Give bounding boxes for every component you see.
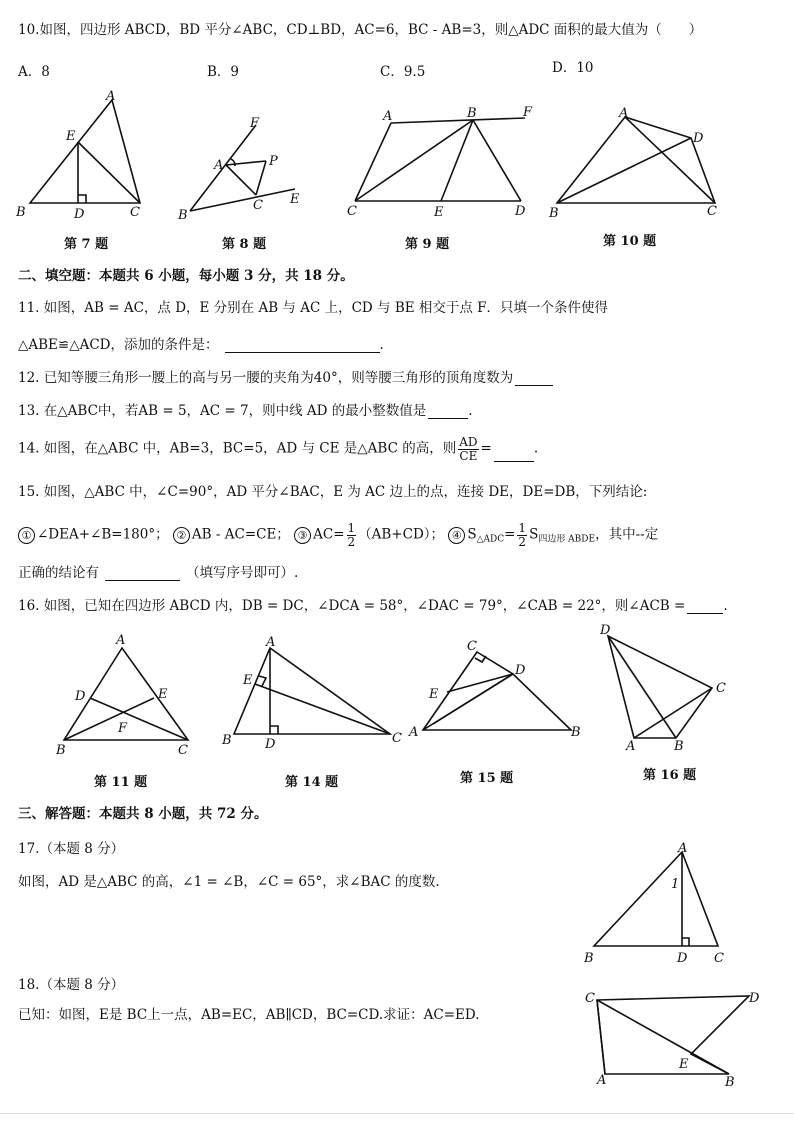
- triangle-abc-lines: [594, 852, 718, 946]
- right-angle-mark: [78, 195, 86, 203]
- fig8-label-p: P: [269, 154, 278, 169]
- fig8-label-e: E: [290, 192, 300, 207]
- q16-answer-blank[interactable]: [687, 599, 723, 614]
- q12: [18, 370, 553, 386]
- q15-c3-post: （AB+CD）；: [358, 526, 445, 543]
- fig11-label-f: F: [118, 721, 128, 736]
- segment-ap: [226, 161, 266, 165]
- q15-c4-s2: S: [529, 526, 539, 543]
- fig18-label-b: B: [725, 1075, 735, 1090]
- fig11-label-b: B: [56, 743, 66, 758]
- segment-af: [391, 118, 525, 123]
- fig7-label-a: A: [106, 89, 116, 104]
- diagonal-ac: [625, 117, 715, 203]
- q16-text: 16. 如图，已知在四边形 ABCD 内，DB = DC，∠DCA = 58°，∠DAC = 79°，∠CAB = 22°，则∠ACB =: [18, 598, 686, 614]
- q15-line2: [18, 522, 658, 548]
- q13-end: .: [468, 403, 473, 419]
- q14: [18, 436, 538, 462]
- q11-line2-text: △ABE≌△ACD，添加的条件是：: [18, 337, 219, 353]
- fig10-label-d: D: [693, 131, 704, 146]
- fig9-label-c: C: [347, 204, 357, 219]
- q11-answer-blank[interactable]: [225, 338, 380, 353]
- q13: [18, 403, 473, 419]
- fig18-label-d: D: [749, 991, 760, 1006]
- fig9-label-a: A: [383, 109, 393, 124]
- fig17-label-d: D: [677, 951, 688, 966]
- q14-end: .: [533, 440, 539, 457]
- fig14-label-c: C: [392, 731, 402, 746]
- fig16-label-c: C: [716, 681, 726, 696]
- fig8-label-c: C: [253, 198, 263, 213]
- figure-7: [10, 88, 170, 223]
- q15-c1-number: ①: [18, 527, 35, 544]
- q10-option-a: A．8: [18, 64, 50, 80]
- q10-stem: 10.如图，四边形 ABCD，BD 平分∠ABC，CD⊥BD，AC=6，BC - AB=3，则△ADC 面积的最大值为（ ）: [18, 22, 703, 38]
- fig10-label-b: B: [549, 206, 559, 220]
- q11-end: .: [379, 337, 384, 353]
- fig7-label-c: C: [130, 205, 140, 220]
- segment-bd: [473, 120, 521, 201]
- q13-answer-blank[interactable]: [428, 404, 468, 419]
- fig10-label-c: C: [707, 204, 717, 219]
- q15-c2: AB - AC=CE；: [191, 526, 290, 543]
- fig16-label-a: A: [626, 739, 636, 754]
- q15-c4-number: ④: [448, 527, 465, 544]
- q11-line1: 11. 如图，AB = AC，点 D，E 分别在 AB 与 AC 上，CD 与 BE 相交于点 F．只填一个条件使得: [18, 300, 609, 316]
- fig17-label-a: A: [678, 841, 688, 856]
- section-3-heading: 三、解答题：本题共 8 小题，共 72 分。: [18, 806, 268, 822]
- q17-head: 17.（本题 8 分）: [18, 841, 125, 857]
- q14-text: 14. 如图，在△ABC 中，AB=3，BC=5，AD 与 CE 是△ABC 的高，则: [18, 440, 457, 457]
- q14-eq: =: [480, 440, 492, 457]
- fig9-label-b: B: [467, 106, 477, 121]
- q18-text: 已知：如图，E是 BC上一点，AB=EC，AB∥CD，BC=CD.求证：AC=ED.: [18, 1007, 480, 1023]
- diagonal-db: [608, 636, 676, 738]
- ray-be: [190, 189, 295, 211]
- fig7-label-d: D: [74, 207, 85, 222]
- right-angle-mark-e: [259, 676, 266, 686]
- segment-ac: [597, 1000, 605, 1074]
- fig14-label-e: E: [243, 673, 253, 688]
- q18-head: 18.（本题 8 分）: [18, 977, 125, 993]
- fig15-label-d: D: [515, 663, 526, 678]
- fig9-label-e: E: [434, 205, 444, 220]
- fig9-label-f: F: [523, 105, 533, 120]
- fig9-label-d: D: [515, 204, 526, 219]
- fig14-label-d: D: [265, 737, 276, 752]
- figure-14: [218, 630, 418, 755]
- q11-line2: [18, 337, 384, 353]
- page-bottom-rule: [0, 1113, 794, 1114]
- fig11-label-a: A: [116, 633, 126, 648]
- fig11-label-e: E: [158, 687, 168, 702]
- segment-bc: [355, 120, 473, 201]
- fig15-label-a: A: [409, 725, 419, 740]
- q13-text: 13. 在△ABC中，若AB = 5，AC = 7，则中线 AD 的最小整数值是: [18, 403, 427, 419]
- figure-17: [578, 838, 728, 968]
- q15-line3-pre: 正确的结论有: [18, 565, 99, 581]
- q15-c3-pre: AC=: [313, 526, 345, 543]
- q15-answer-blank[interactable]: [105, 566, 180, 581]
- diagonal-bd: [557, 138, 691, 203]
- q14-fraction: [458, 436, 478, 462]
- caption-figure-16: 第 16 题: [643, 768, 697, 783]
- caption-figure-10: 第 10 题: [603, 234, 657, 249]
- q15-c3-number: ③: [294, 527, 311, 544]
- q10-option-d: D．10: [552, 60, 594, 76]
- q17-text: 如图，AD 是△ABC 的高，∠1 = ∠B，∠C = 65°，求∠BAC 的度数.: [18, 874, 440, 890]
- q15-c4-eq: =: [504, 526, 516, 543]
- q12-text: 12. 已知等腰三角形一腰上的高与另一腰的夹角为40°，则等腰三角形的顶角度数为: [18, 370, 514, 386]
- fig17-label-angle-1: 1: [671, 877, 680, 892]
- quadrilateral-dcba: [608, 636, 712, 738]
- figure-18-outline: [597, 996, 749, 1074]
- segment-pc: [256, 161, 266, 195]
- q15-c3-frac-den: 2: [347, 534, 356, 549]
- fig7-label-e: E: [66, 129, 76, 144]
- q15-c3-fraction: [347, 522, 357, 548]
- q15-c3-frac-num: 1: [347, 521, 356, 535]
- q15-line1: 15. 如图，△ABC 中，∠C=90°，AD 平分∠BAC，E 为 AC 边上的点，连接 DE，DE=DB，下列结论:: [18, 484, 648, 500]
- caption-figure-14: 第 14 题: [285, 775, 339, 790]
- fig18-label-a: A: [597, 1073, 607, 1088]
- q15-c4-fraction: [517, 522, 527, 548]
- figure-15: [405, 632, 595, 747]
- triangle-abc-lines: [234, 648, 390, 734]
- segment-be: [441, 120, 473, 201]
- segment-ed: [447, 674, 513, 692]
- fig18-label-c: C: [585, 991, 595, 1006]
- caption-figure-8: 第 8 题: [222, 237, 267, 252]
- q10-option-b: B．9: [207, 64, 240, 80]
- q15-line3: [18, 565, 298, 581]
- segment-ec: [78, 142, 140, 203]
- figure-8: [170, 115, 320, 220]
- fig8-label-a: A: [214, 158, 224, 173]
- q10-option-c: C．9.5: [380, 64, 426, 80]
- triangle-abc-lines: [423, 652, 571, 730]
- q14-answer-blank[interactable]: [494, 447, 534, 462]
- caption-figure-11: 第 11 题: [94, 775, 148, 790]
- q14-frac-den: CE: [459, 448, 478, 463]
- q15-c4-s: S: [467, 526, 477, 543]
- fig15-label-e: E: [429, 687, 439, 702]
- figure-9: [345, 100, 535, 220]
- q12-answer-blank[interactable]: [515, 371, 553, 386]
- fig17-label-b: B: [584, 951, 594, 966]
- fig10-label-a: A: [619, 106, 629, 121]
- fig18-label-e: E: [679, 1057, 689, 1072]
- fig8-label-b: B: [178, 208, 188, 220]
- fig16-label-b: B: [674, 739, 684, 754]
- fig15-label-b: B: [571, 725, 581, 740]
- fig14-label-b: B: [222, 733, 232, 748]
- fig11-label-c: C: [178, 743, 188, 758]
- caption-figure-7: 第 7 题: [64, 237, 109, 252]
- figure-10: [545, 105, 725, 220]
- right-angle-mark-d: [270, 726, 278, 734]
- q15-c4-sub2: 四边形 ABDE: [538, 534, 596, 545]
- figure-11: [50, 628, 200, 758]
- caption-figure-9: 第 9 题: [405, 237, 450, 252]
- caption-figure-15: 第 15 题: [460, 771, 514, 786]
- fig17-label-c: C: [714, 951, 724, 966]
- fig15-label-c: C: [467, 639, 477, 654]
- fig14-label-a: A: [266, 635, 276, 650]
- fig16-label-d: D: [600, 623, 611, 638]
- segment-cb: [597, 1000, 729, 1074]
- quadrilateral-abcd: [557, 117, 715, 203]
- q15-c4-post: ，其中--定: [595, 526, 659, 543]
- fig7-label-b: B: [16, 205, 26, 220]
- q15-c1: ∠DEA+∠B=180°；: [37, 526, 169, 543]
- right-angle-mark: [682, 938, 689, 946]
- section-2-heading: 二、填空题：本题共 6 小题，每小题 3 分，共 18 分。: [18, 268, 354, 284]
- q14-frac-num: AD: [459, 435, 478, 449]
- q16: [18, 598, 728, 614]
- diagonal-ac: [634, 688, 712, 738]
- q15-c4-sub1: △ADC: [476, 534, 505, 545]
- q16-end: .: [723, 598, 728, 614]
- fig11-label-d: D: [75, 689, 86, 704]
- figure-18: [575, 982, 775, 1092]
- fig8-label-f: F: [250, 116, 260, 131]
- figure-16: [596, 620, 746, 755]
- q15-c4-frac-num: 1: [518, 521, 527, 535]
- q15-line3-post: （填写序号即可）.: [186, 565, 299, 581]
- q15-c2-number: ②: [173, 527, 190, 544]
- q15-c4-frac-den: 2: [518, 534, 527, 549]
- segment-ac: [226, 165, 256, 195]
